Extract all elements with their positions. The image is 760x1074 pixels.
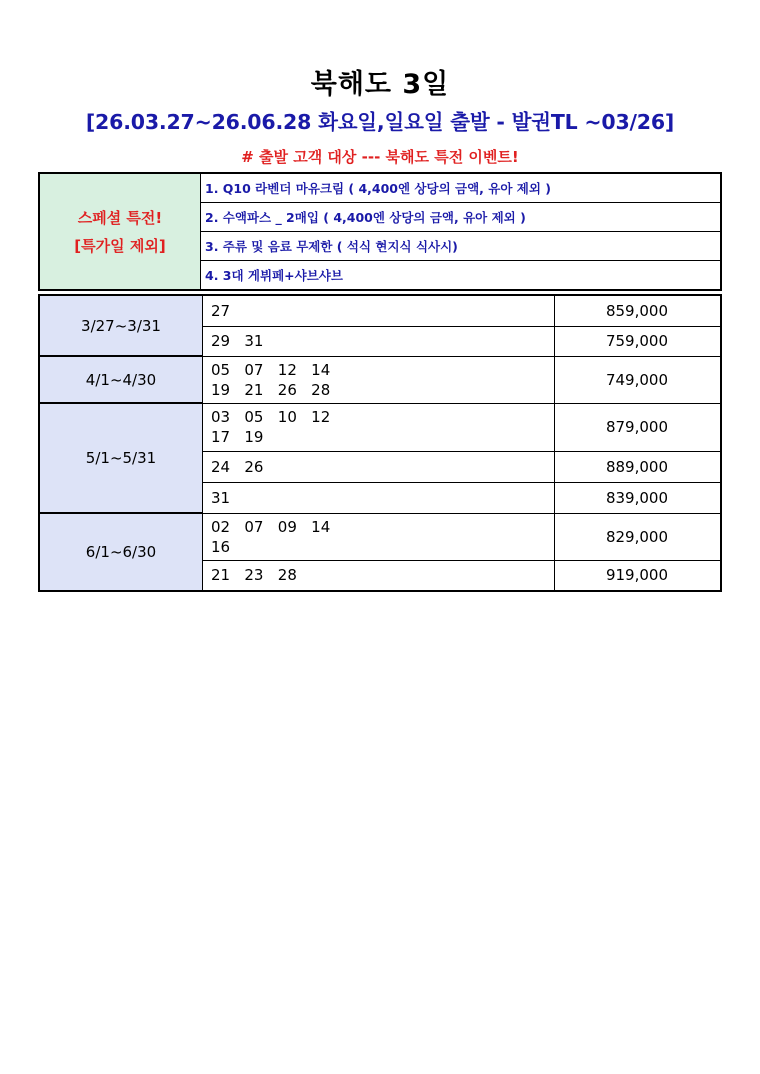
page-title: 북해도 3일 [310,69,450,100]
price-value: 919,000 [555,560,722,591]
price-value: 749,000 [555,356,722,403]
price-value: 879,000 [555,403,722,451]
price-value: 759,000 [555,326,722,356]
period-label: 5/1~5/31 [39,403,203,513]
price-value: 859,000 [555,295,722,326]
departure-dates: 31 [203,482,555,513]
benefit-item-3: 3. 주류 및 음료 무제한 ( 석식 현지식 식사시) [201,232,722,261]
price-value: 839,000 [555,482,722,513]
departure-dates: 21 23 28 [203,560,555,591]
departure-dates: 03 05 10 12 17 19 [203,403,555,451]
period-label: 4/1~4/30 [39,356,203,403]
special-benefits-table [38,172,722,291]
price-table [38,294,722,592]
price-value: 829,000 [555,513,722,560]
departure-dates: 05 07 12 14 19 21 26 28 [203,356,555,403]
event-notice: # 출발 고객 대상 --- 북해도 특전 이벤트! [241,148,519,166]
benefit-item-1: 1. Q10 라벤더 마유크림 ( 4,400엔 상당의 금액, 유아 제외 ) [201,173,722,203]
departure-dates: 24 26 [203,451,555,482]
period-label: 3/27~3/31 [39,295,203,356]
benefit-item-2: 2. 수액파스 _ 2매입 ( 4,400엔 상당의 금액, 유아 제외 ) [201,203,722,232]
special-benefits-label [39,173,201,290]
benefit-item-4: 4. 3대 게뷔페+샤브샤브 [201,261,722,291]
departure-dates: 29 31 [203,326,555,356]
departure-dates: 27 [203,295,555,326]
period-label: 6/1~6/30 [39,513,203,591]
special-label-line2: [특가일 제외] [74,236,166,255]
departure-dates: 02 07 09 14 16 [203,513,555,560]
special-label-line1: 스페셜 특전! [77,208,163,227]
departure-period-subtitle: [26.03.27~26.06.28 화요일,일요일 출발 - 발권TL ~03/26] [85,110,675,134]
price-value: 889,000 [555,451,722,482]
